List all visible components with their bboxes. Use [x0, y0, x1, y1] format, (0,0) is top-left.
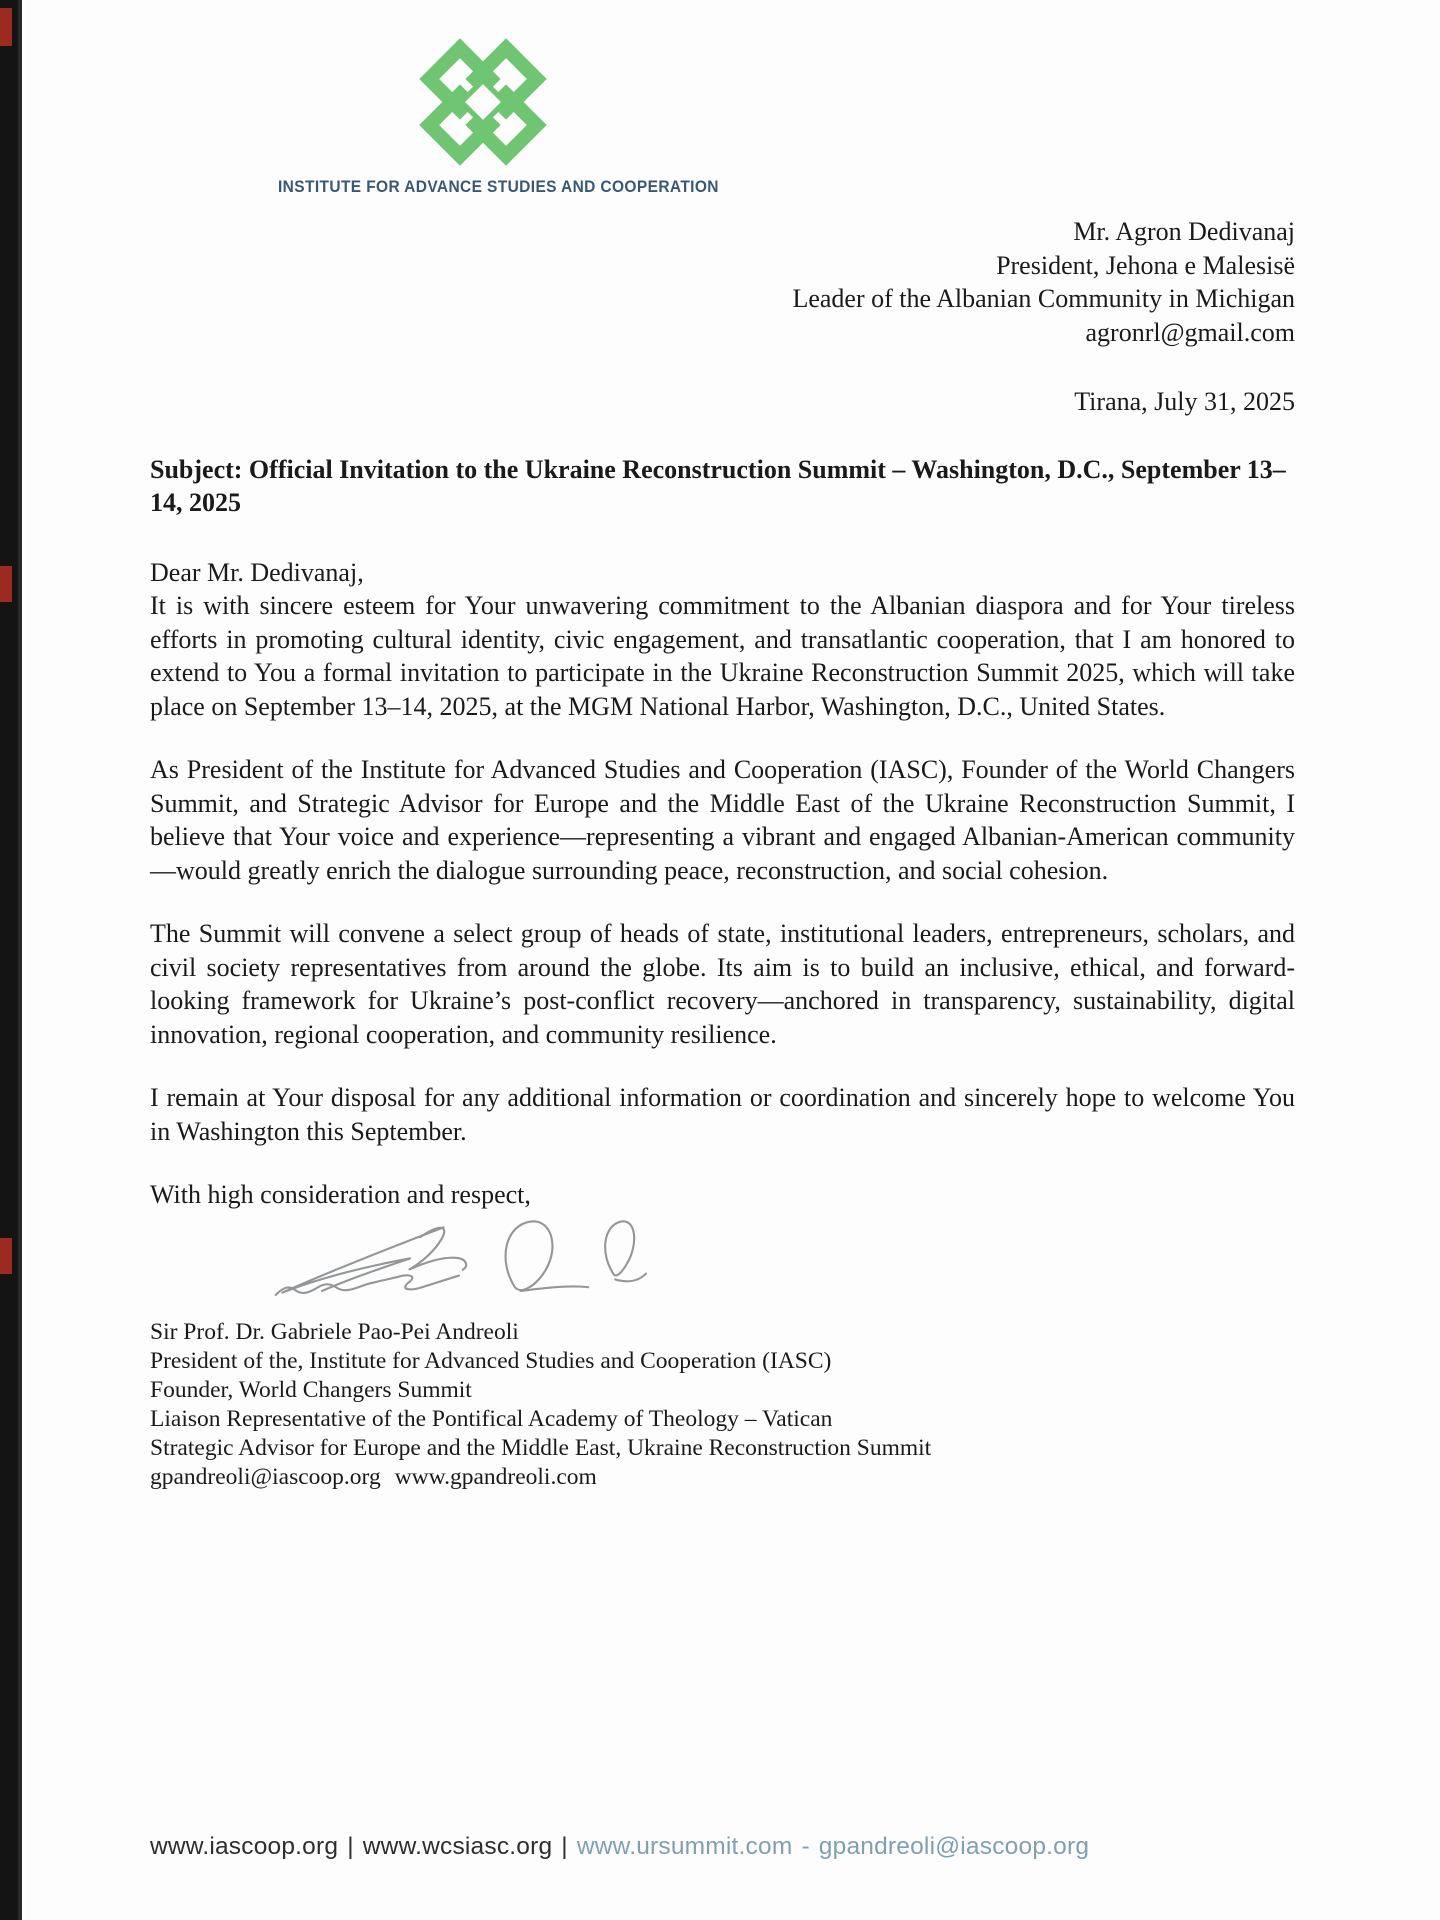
footer-site-iascoop: www.iascoop.org — [150, 1833, 339, 1860]
signature-image — [212, 1210, 650, 1318]
org-name: INSTITUTE FOR ADVANCE STUDIES AND COOPERATION — [278, 178, 719, 196]
footer-links — [150, 1833, 1350, 1861]
footer-separator: | — [561, 1833, 568, 1860]
signature-block — [150, 1318, 1295, 1492]
recipient-title: President, Jehona e Malesisë — [996, 250, 1295, 280]
paragraph-4: I remain at Your disposal for any additional information or coordination and sincerely hope to welcome You in Washington this September. — [150, 1083, 1295, 1146]
iasc-knot-logo-icon — [419, 38, 547, 166]
recipient-block — [150, 215, 1295, 349]
signer-name: Sir Prof. Dr. Gabriele Pao-Pei Andreoli — [150, 1318, 519, 1345]
signer-contacts — [150, 1463, 1295, 1492]
paragraph-3: The Summit will convene a select group of heads of state, institutional leaders, entrepreneurs, scholars, and civil society representatives from around the globe. Its aim is to build an inclusive, ethical, and forward-looking framework for Ukraine’s post-conflict recovery—anchored in transparency, sustainability, digital innovation, regional cooperation, and community resilience. — [150, 919, 1295, 1049]
signer-title1: President of the, Institute for Advanced Studies and Cooperation (IASC) — [150, 1347, 832, 1374]
paragraph-2: As President of the Institute for Advanced Studies and Cooperation (IASC), Founder of the World Changers Summit, and Strategic Advisor for Europe and the Middle East of the Ukraine Reconstruction Summit, I believe that Your voice and experience—representing a vibrant and engaged Albanian-American community—would greatly enrich the dialogue surrounding peace, reconstruction, and social cohesion. — [150, 755, 1295, 885]
signer-title2: Founder, World Changers Summit — [150, 1376, 472, 1403]
footer-site-ursummit-link[interactable]: www.ursummit.com — [576, 1833, 793, 1860]
footer-separator: - — [801, 1833, 810, 1860]
scan-red-mark — [0, 8, 12, 46]
signer-title3: Liaison Representative of the Pontifical Academy of Theology – Vatican — [150, 1405, 833, 1432]
recipient-role: Leader of the Albanian Community in Michigan — [792, 284, 1295, 313]
footer-site-wcsiasc: www.wcsiasc.org — [362, 1833, 553, 1860]
closing-line: With high consideration and respect, — [150, 1180, 531, 1209]
paragraph-1: It is with sincere esteem for Your unwavering commitment to the Albanian diaspora and for Your tireless efforts in promoting cultural identity, civic engagement, and transatlantic cooperation, that I am honored to extend to You a formal invitation to participate in the Ukraine Reconstruction Summit 2025, which will take place on September 13–14, 2025, at the MGM National Harbor, Washington, D.C., United States. — [150, 591, 1295, 721]
recipient-name: Mr. Agron Dedivanaj — [1073, 217, 1295, 246]
signer-title4: Strategic Advisor for Europe and the Middle East, Ukraine Reconstruction Summit — [150, 1434, 932, 1461]
scan-edge-strip — [0, 0, 26, 1920]
footer-email-link[interactable]: gpandreoli@iascoop.org — [818, 1833, 1090, 1860]
letter-content — [150, 0, 1295, 1492]
greeting: Dear Mr. Dedivanaj, — [150, 557, 364, 587]
footer-separator: | — [347, 1833, 354, 1860]
scan-red-mark — [0, 1238, 12, 1274]
scan-red-mark — [0, 566, 12, 602]
recipient-email: agronrl@gmail.com — [1085, 317, 1295, 347]
subject-line: Subject: Official Invitation to the Ukraine Reconstruction Summit – Washington, D.C., September 13–14, 2025 — [150, 454, 1286, 517]
signer-email: gpandreoli@iascoop.org — [150, 1463, 381, 1490]
signer-website: www.gpandreoli.com — [394, 1463, 597, 1490]
dateline: Tirana, July 31, 2025 — [1074, 387, 1295, 416]
